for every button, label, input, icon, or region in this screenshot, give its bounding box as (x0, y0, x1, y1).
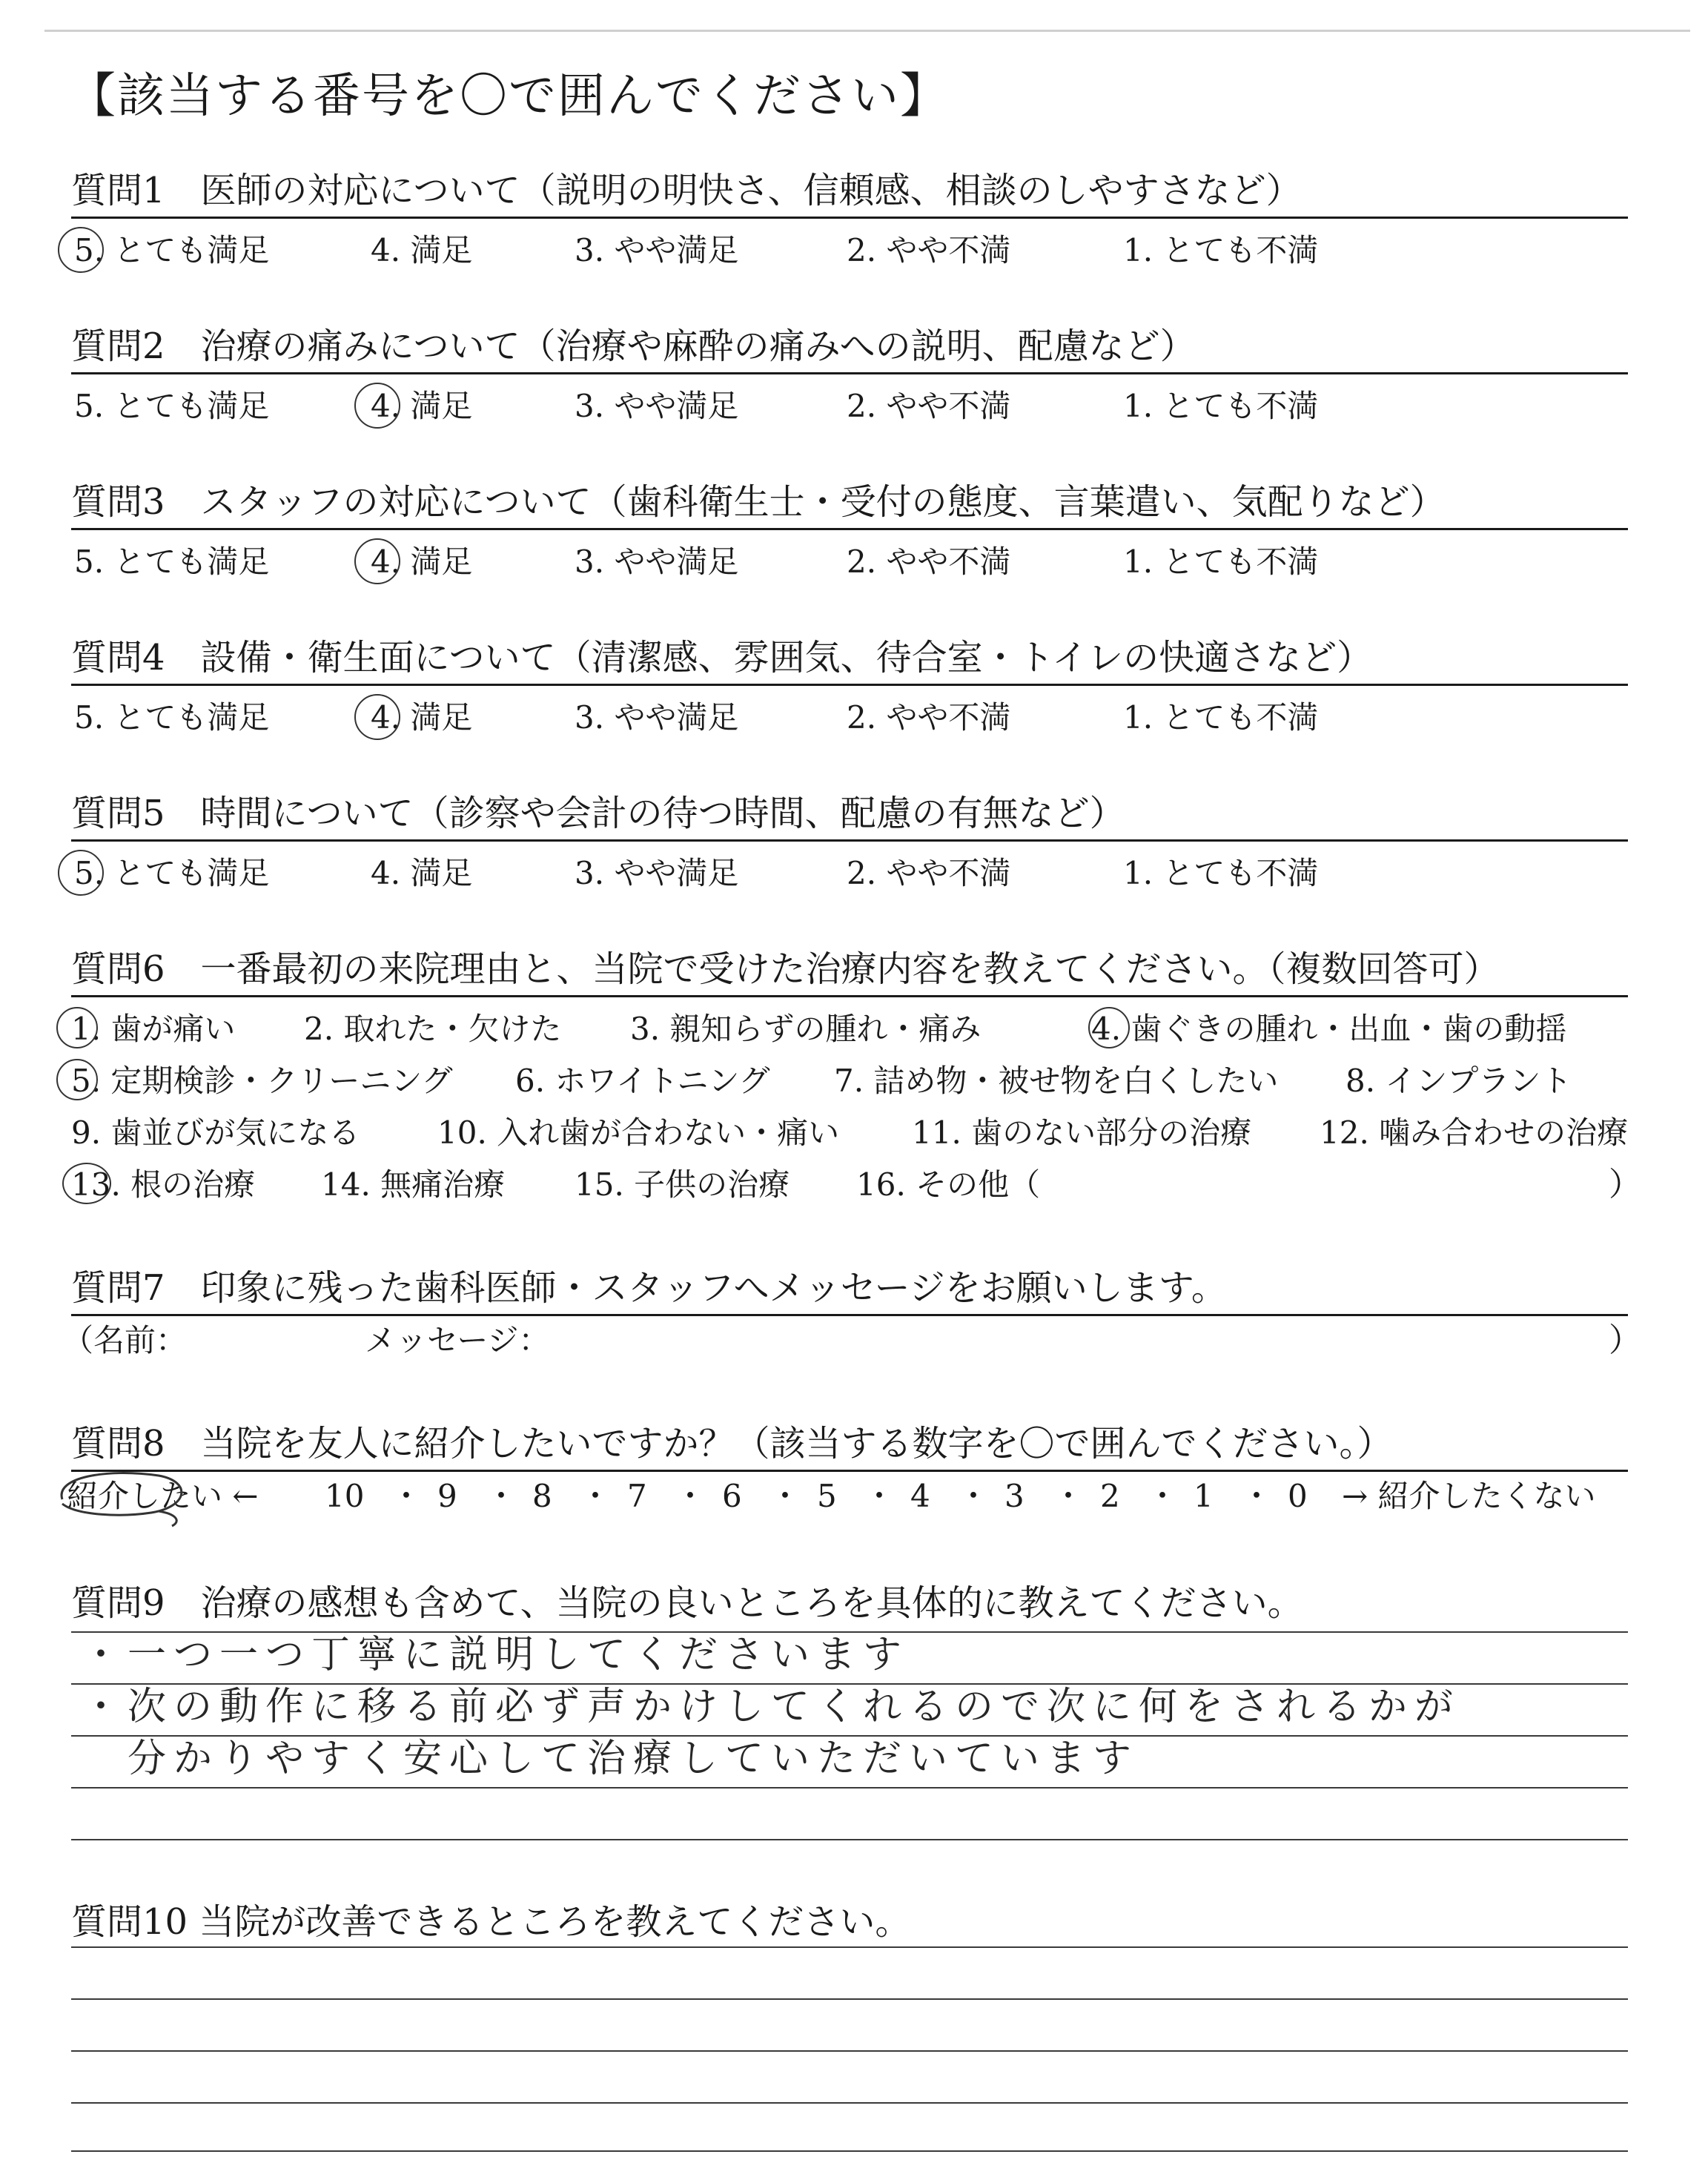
q1-option-4[interactable]: 4. 満足 (371, 232, 473, 268)
q2-option-2[interactable]: 2. やや不満 (847, 388, 1011, 424)
q4-selection-circle (354, 694, 400, 740)
q6-option-11[interactable]: 11. 歯のない部分の治療 (912, 1114, 1252, 1151)
q3-selection-circle (354, 538, 400, 584)
q6-option-4[interactable]: 4. 歯ぐきの腫れ・出血・歯の動揺 (1091, 1011, 1567, 1047)
q7-close-paren: ） (1609, 1321, 1641, 1359)
q8-scale-dot: ・ (1053, 1478, 1085, 1514)
question-2-rule (71, 372, 1628, 374)
q9-answer-rule-4 (71, 1787, 1628, 1789)
q6-option-6[interactable]: 6. ホワイトニング (515, 1063, 770, 1099)
q6-option-2[interactable]: 2. 取れた・欠けた (304, 1011, 562, 1047)
q6-option-5[interactable]: 5. 定期検診・クリーニング (71, 1063, 453, 1099)
q8-scale-10[interactable]: 10 (325, 1478, 365, 1514)
q8-scale-dot: ・ (769, 1478, 801, 1514)
q10-answer-rule-4 (71, 2102, 1628, 2104)
question-3-header (71, 471, 1628, 530)
question-7-rule (71, 1314, 1628, 1316)
q9-answer-line-3: 分かりやすく安心して治療していただいています (82, 1737, 1139, 1781)
q8-scale-dot: ・ (1147, 1478, 1179, 1514)
question-4-label: 質問4 設備・衛生面について（清潔感、雰囲気、待合室・トイレの快適さなど） (71, 637, 1373, 678)
q8-scale-9[interactable]: 9 (437, 1478, 457, 1514)
q8-scale-1[interactable]: 1 (1194, 1478, 1214, 1514)
q10-answer-rule-1 (71, 1946, 1628, 1948)
q4-option-1[interactable]: 1. とても不満 (1123, 699, 1319, 736)
q8-scale-0[interactable]: 0 (1288, 1478, 1308, 1514)
q1-option-1[interactable]: 1. とても不満 (1123, 232, 1319, 268)
question-1-rule (71, 217, 1628, 219)
q6-selection-circle-1 (56, 1007, 98, 1048)
question-5-label: 質問5 時間について（診察や会計の待つ時間、配慮の有無など） (71, 793, 1125, 834)
question-10-header (71, 1891, 1628, 1950)
q1-option-3[interactable]: 3. やや満足 (575, 232, 739, 268)
q8-scale-dot: ・ (1241, 1478, 1273, 1514)
q8-scale-dot: ・ (864, 1478, 896, 1514)
question-6-header (71, 938, 1628, 997)
q8-scale-2[interactable]: 2 (1100, 1478, 1120, 1514)
q2-option-3[interactable]: 3. やや満足 (575, 388, 739, 424)
q8-scale-3[interactable]: 3 (1004, 1478, 1025, 1514)
q2-option-5[interactable]: 5. とても満足 (74, 388, 270, 424)
question-4-header (71, 627, 1628, 686)
q7-name-label: （名前： (62, 1322, 188, 1358)
q10-answer-rule-5 (71, 2150, 1628, 2152)
q6-other-close-paren: ） (1609, 1166, 1641, 1203)
q3-option-3[interactable]: 3. やや満足 (575, 544, 739, 580)
question-1-label: 質問1 医師の対応について（説明の明快さ、信頼感、相談のしやすさなど） (71, 170, 1302, 211)
q8-scale-4[interactable]: 4 (910, 1478, 930, 1514)
q8-scale-dot: ・ (580, 1478, 612, 1514)
q3-option-4[interactable]: 4. 満足 (371, 544, 473, 580)
question-9-label: 質問9 治療の感想も含めて、当院の良いところを具体的に教えてください。 (71, 1582, 1303, 1624)
q5-option-5[interactable]: 5. とても満足 (74, 855, 270, 891)
q7-message-label: メッセージ： (365, 1322, 550, 1358)
question-8-header (71, 1413, 1628, 1472)
question-10-label: 質問10 当院が改善できるところを教えてください。 (71, 1901, 911, 1943)
q6-selection-circle-13 (62, 1163, 111, 1204)
question-7-label: 質問7 印象に残った歯科医師・スタッフへメッセージをお願いします。 (71, 1267, 1227, 1309)
q8-scale-7[interactable]: 7 (627, 1478, 647, 1514)
q9-answer-line-2: ・次の動作に移る前必ず声かけしてくれるので次に何をされるかが (82, 1685, 1461, 1729)
q6-option-14[interactable]: 14. 無痛治療 (321, 1166, 506, 1203)
page-title: 【該当する番号を〇で囲んでください】 (68, 69, 949, 124)
q3-option-1[interactable]: 1. とても不満 (1123, 544, 1319, 580)
q8-right-label[interactable]: → 紹介したくない (1342, 1478, 1596, 1514)
q6-option-12[interactable]: 12. 噛み合わせの治療 (1320, 1114, 1629, 1151)
q8-left-label[interactable]: 紹介したい ← (67, 1478, 259, 1514)
q4-option-3[interactable]: 3. やや満足 (575, 699, 739, 736)
q8-scale-6[interactable]: 6 (722, 1478, 742, 1514)
q5-option-2[interactable]: 2. やや不満 (847, 855, 1011, 891)
question-3-label: 質問3 スタッフの対応について（歯科衛生士・受付の態度、言葉遣い、気配りなど） (71, 481, 1446, 523)
q6-option-15[interactable]: 15. 子供の治療 (575, 1166, 790, 1203)
q10-answer-rule-2 (71, 1998, 1628, 2000)
q5-selection-circle (58, 850, 104, 896)
q8-scale-dot: ・ (486, 1478, 517, 1514)
q6-selection-circle-4 (1088, 1007, 1130, 1048)
q4-option-5[interactable]: 5. とても満足 (74, 699, 270, 736)
question-5-rule (71, 839, 1628, 842)
q6-selection-circle-5 (56, 1059, 98, 1100)
q4-option-4[interactable]: 4. 満足 (371, 699, 473, 736)
question-2-label: 質問2 治療の痛みについて（治療や麻酔の痛みへの説明、配慮など） (71, 326, 1196, 367)
question-7-header (71, 1257, 1628, 1316)
q1-option-5[interactable]: 5. とても満足 (74, 232, 270, 268)
q6-option-8[interactable]: 8. インプラント (1345, 1063, 1572, 1099)
q6-option-3[interactable]: 3. 親知らずの腫れ・痛み (630, 1011, 982, 1047)
question-2-header (71, 315, 1628, 374)
q8-scale-8[interactable]: 8 (532, 1478, 552, 1514)
top-border-line (44, 30, 1690, 32)
q6-option-10[interactable]: 10. 入れ歯が合わない・痛い (437, 1114, 840, 1151)
q5-option-4[interactable]: 4. 満足 (371, 855, 473, 891)
q3-option-5[interactable]: 5. とても満足 (74, 544, 270, 580)
q1-option-2[interactable]: 2. やや不満 (847, 232, 1011, 268)
q6-option-9[interactable]: 9. 歯並びが気になる (71, 1114, 360, 1151)
q2-selection-circle (354, 383, 400, 429)
question-4-rule (71, 684, 1628, 686)
question-8-label: 質問8 当院を友人に紹介したいですか？（該当する数字を〇で囲んでください。） (71, 1423, 1393, 1464)
q6-option-1[interactable]: 1. 歯が痛い (71, 1011, 236, 1047)
q9-answer-rule-5 (71, 1839, 1628, 1840)
question-8-rule (71, 1470, 1628, 1472)
q8-scale-5[interactable]: 5 (817, 1478, 837, 1514)
q6-option-13[interactable]: 13. 根の治療 (71, 1166, 256, 1203)
q6-option-7[interactable]: 7. 詰め物・被せ物を白くしたい (834, 1063, 1279, 1099)
q5-option-3[interactable]: 3. やや満足 (575, 855, 739, 891)
q1-selection-circle (58, 227, 104, 273)
q2-option-1[interactable]: 1. とても不満 (1123, 388, 1319, 424)
q8-scale-dot: ・ (391, 1478, 423, 1514)
q2-option-4[interactable]: 4. 満足 (371, 388, 473, 424)
q6-option-16[interactable]: 16. その他（ (856, 1166, 1041, 1203)
q3-option-2[interactable]: 2. やや不満 (847, 544, 1011, 580)
question-6-rule (71, 995, 1628, 997)
q4-option-2[interactable]: 2. やや不満 (847, 699, 1011, 736)
q9-answer-line-1: ・一つ一つ丁寧に説明してくださいます (82, 1633, 910, 1677)
q8-scale-dot: ・ (675, 1478, 706, 1514)
q10-answer-rule-3 (71, 2050, 1628, 2052)
q8-scale-dot: ・ (958, 1478, 990, 1514)
q5-option-1[interactable]: 1. とても不満 (1123, 855, 1319, 891)
question-6-label: 質問6 一番最初の来院理由と、当院で受けた治療内容を教えてください。（複数回答可） (71, 948, 1500, 990)
question-3-rule (71, 528, 1628, 530)
question-1-header (71, 159, 1628, 219)
question-9-header (71, 1572, 1628, 1631)
q8-selection-circle (47, 1462, 196, 1529)
question-5-header (71, 782, 1628, 842)
